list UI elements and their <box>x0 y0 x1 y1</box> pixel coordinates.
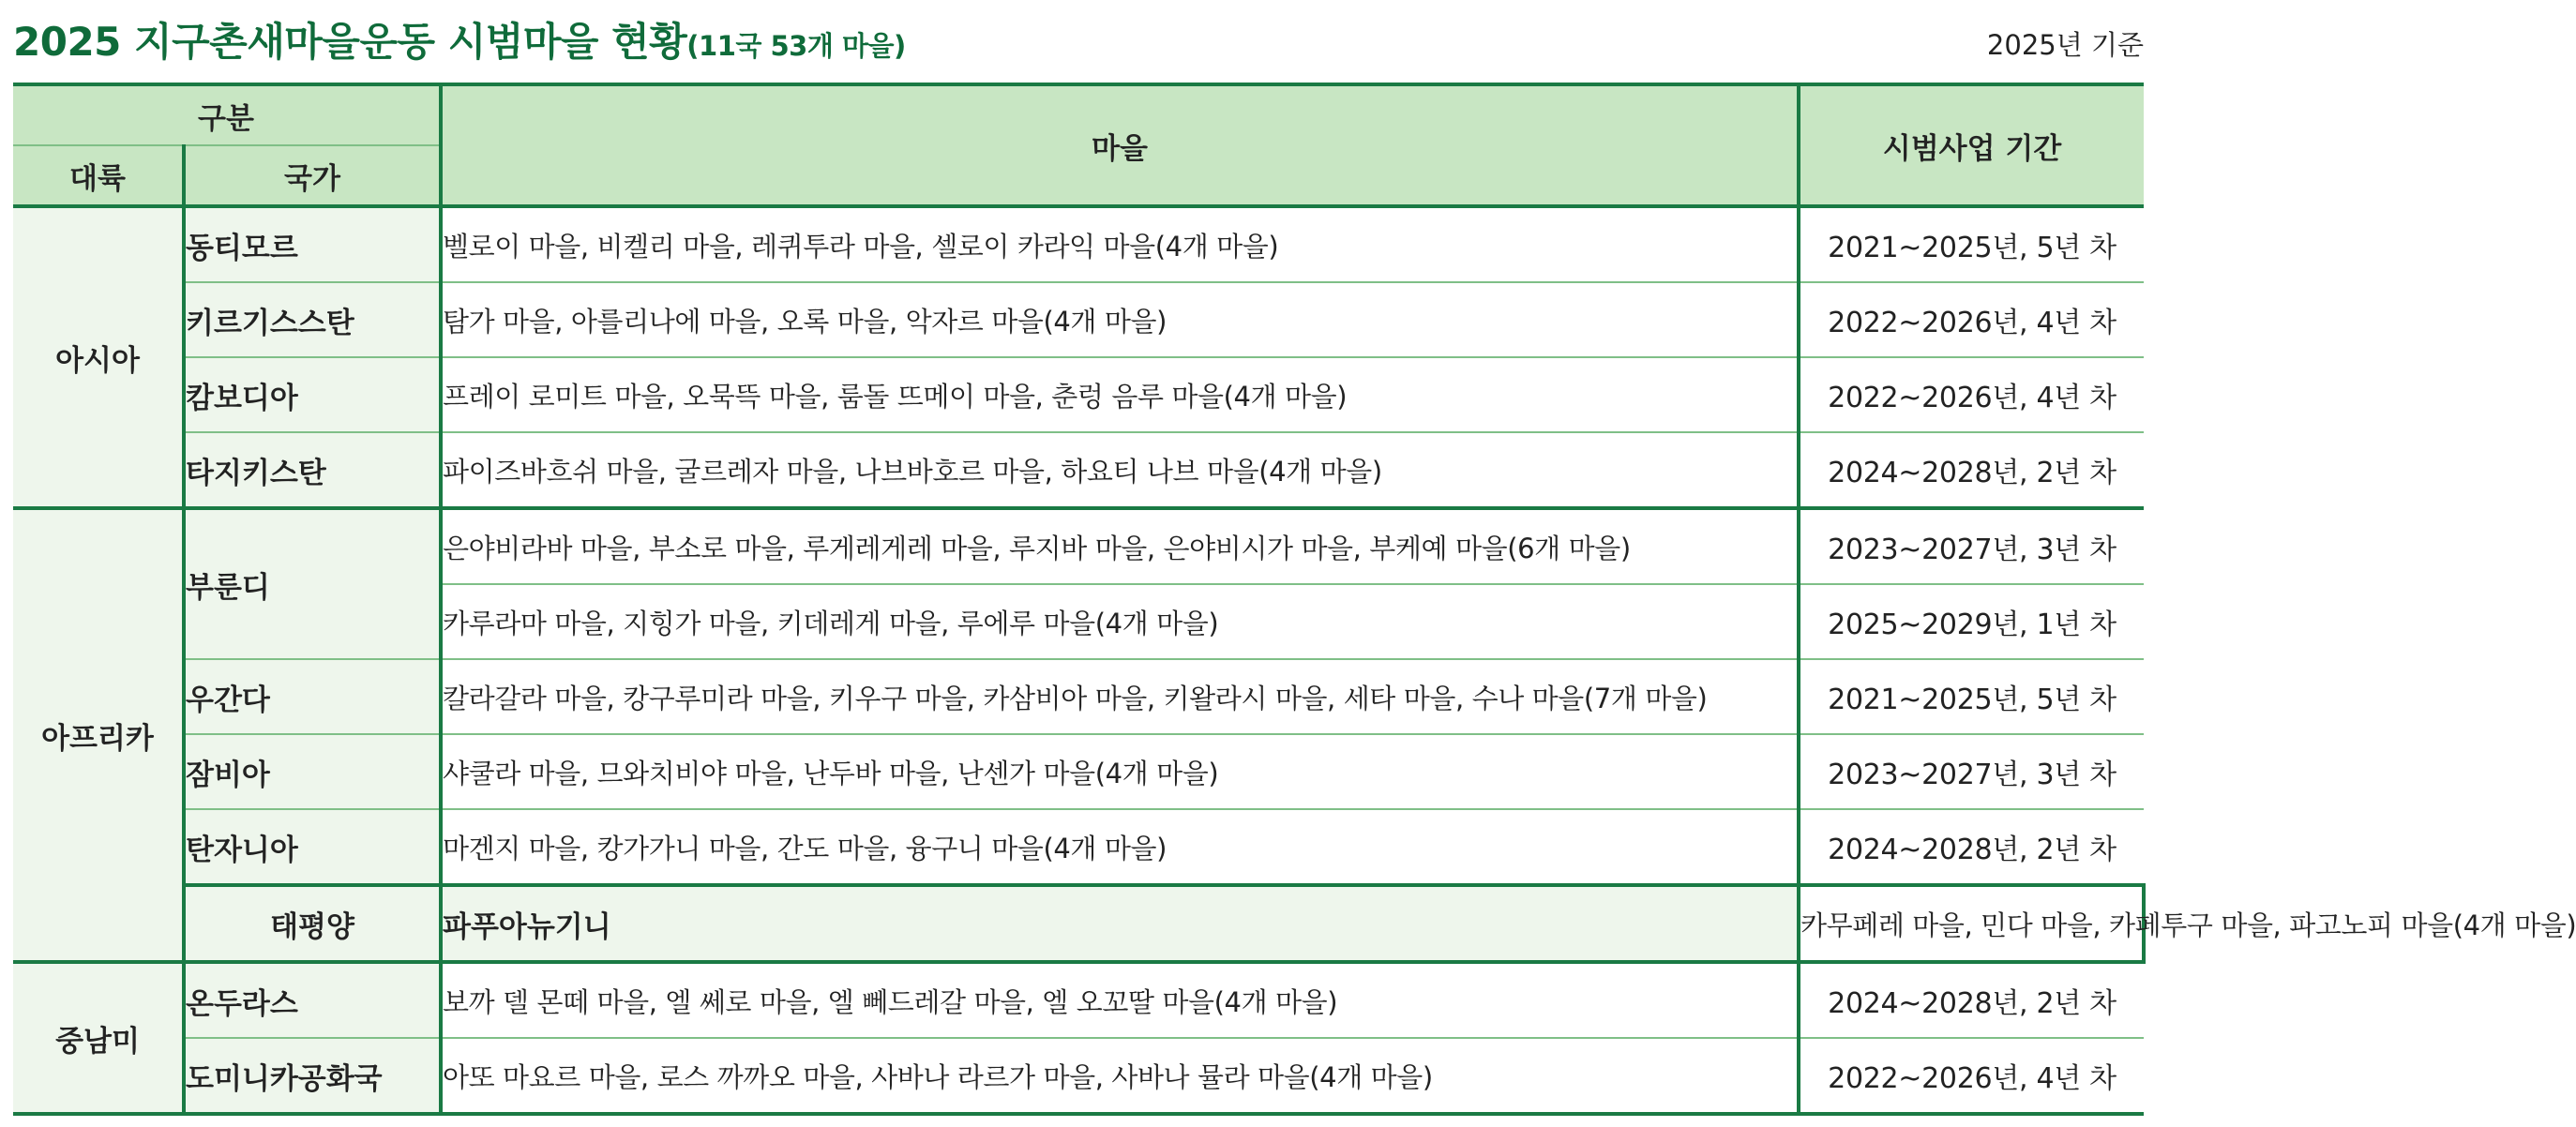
country-cell: 도미니카공화국 <box>184 1038 441 1114</box>
table-row <box>13 885 2144 962</box>
villages-cell: 카무페레 마을, 민다 마을, 카페투구 마을, 파고노피 마을(4개 마을) <box>1799 885 2144 962</box>
table-row <box>13 357 2144 432</box>
villages-cell: 칼라갈라 마을, 캉구루미라 마을, 키우구 마을, 카삼비아 마을, 키왈라시 마을, 세타 마을, 수나 마을(7개 마을) <box>441 659 1799 734</box>
table-row <box>13 508 2144 584</box>
villages-cell: 파이즈바흐쉬 마을, 굴르레자 마을, 나브바호르 마을, 하요티 나브 마을(4개 마을) <box>441 432 1799 508</box>
villages-cell: 샤쿨라 마을, 므와치비야 마을, 난두바 마을, 난센가 마을(4개 마을) <box>441 734 1799 809</box>
period-cell: 2025~2029년, 1년 차 <box>1799 584 2144 659</box>
villages-table <box>13 83 2576 1116</box>
country-cell: 타지키스탄 <box>184 432 441 508</box>
country-cell: 파푸아뉴기니 <box>441 885 1799 962</box>
table-row <box>13 206 2144 282</box>
villages-cell: 탐가 마을, 아를리나에 마을, 오록 마을, 악자르 마을(4개 마을) <box>441 282 1799 357</box>
period-cell: 2023~2027년, 3년 차 <box>1799 508 2144 584</box>
period-cell: 2024~2028년, 2년 차 <box>1799 432 2144 508</box>
header-villages: 마을 <box>441 84 1799 206</box>
table-row <box>13 734 2144 809</box>
villages-cell: 벨로이 마을, 비켈리 마을, 레퀴투라 마을, 셀로이 카라익 마을(4개 마을) <box>441 206 1799 282</box>
header-continent: 대륙 <box>13 145 184 206</box>
period-cell: 2022~2026년, 4년 차 <box>1799 282 2144 357</box>
title-main: 2025 지구촌새마을운동 시범마을 현황 <box>13 19 687 65</box>
header-period: 시범사업 기간 <box>1799 84 2144 206</box>
page-title <box>13 11 906 68</box>
continent-pacific: 태평양 <box>184 885 441 962</box>
table-row <box>13 659 2144 734</box>
header-country: 국가 <box>184 145 441 206</box>
country-cell: 우간다 <box>184 659 441 734</box>
table-row <box>13 809 2144 885</box>
villages-cell: 보까 델 몬떼 마을, 엘 쎄로 마을, 엘 뻬드레갈 마을, 엘 오꼬딸 마을(4개 마을) <box>441 962 1799 1038</box>
period-cell: 2021~2025년, 5년 차 <box>1799 659 2144 734</box>
country-cell: 캄보디아 <box>184 357 441 432</box>
basis-date: 2025년 기준 <box>1986 29 2144 61</box>
period-cell: 2022~2026년, 4년 차 <box>1799 1038 2144 1114</box>
table-row <box>13 962 2144 1038</box>
title-row <box>13 8 2144 73</box>
villages-cell: 프레이 로미트 마을, 오묵뜩 마을, 룸돌 뜨메이 마을, 춘렁 음루 마을(4개 마을) <box>441 357 1799 432</box>
country-cell: 부룬디 <box>184 508 441 659</box>
villages-cell: 아또 마요르 마을, 로스 까까오 마을, 사바나 라르가 마을, 사바나 뮬라 마을(4개 마을) <box>441 1038 1799 1114</box>
table-row <box>13 1038 2144 1114</box>
continent-latam: 중남미 <box>13 962 184 1114</box>
villages-cell: 카루라마 마을, 지힝가 마을, 키데레게 마을, 루에루 마을(4개 마을) <box>441 584 1799 659</box>
villages-cell: 마겐지 마을, 캉가가니 마을, 간도 마을, 융구니 마을(4개 마을) <box>441 809 1799 885</box>
table-row <box>13 282 2144 357</box>
period-cell: 2023~2027년, 3년 차 <box>1799 734 2144 809</box>
country-cell: 온두라스 <box>184 962 441 1038</box>
table-row <box>13 432 2144 508</box>
title-sub: (11국 53개 마을) <box>686 30 906 62</box>
header-group: 구분 <box>13 84 441 145</box>
country-cell: 탄자니아 <box>184 809 441 885</box>
period-cell: 2021~2025년, 5년 차 <box>1799 206 2144 282</box>
country-cell: 잠비아 <box>184 734 441 809</box>
continent-asia: 아시아 <box>13 206 184 508</box>
country-cell: 동티모르 <box>184 206 441 282</box>
period-cell: 2024~2028년, 2년 차 <box>1799 809 2144 885</box>
period-cell: 2024~2028년, 2년 차 <box>1799 962 2144 1038</box>
country-cell: 키르기스스탄 <box>184 282 441 357</box>
period-cell: 2022~2026년, 4년 차 <box>1799 357 2144 432</box>
villages-cell: 은야비라바 마을, 부소로 마을, 루게레게레 마을, 루지바 마을, 은야비시가 마을, 부케예 마을(6개 마을) <box>441 508 1799 584</box>
continent-africa: 아프리카 <box>13 508 184 962</box>
header-row-1 <box>13 84 2144 145</box>
